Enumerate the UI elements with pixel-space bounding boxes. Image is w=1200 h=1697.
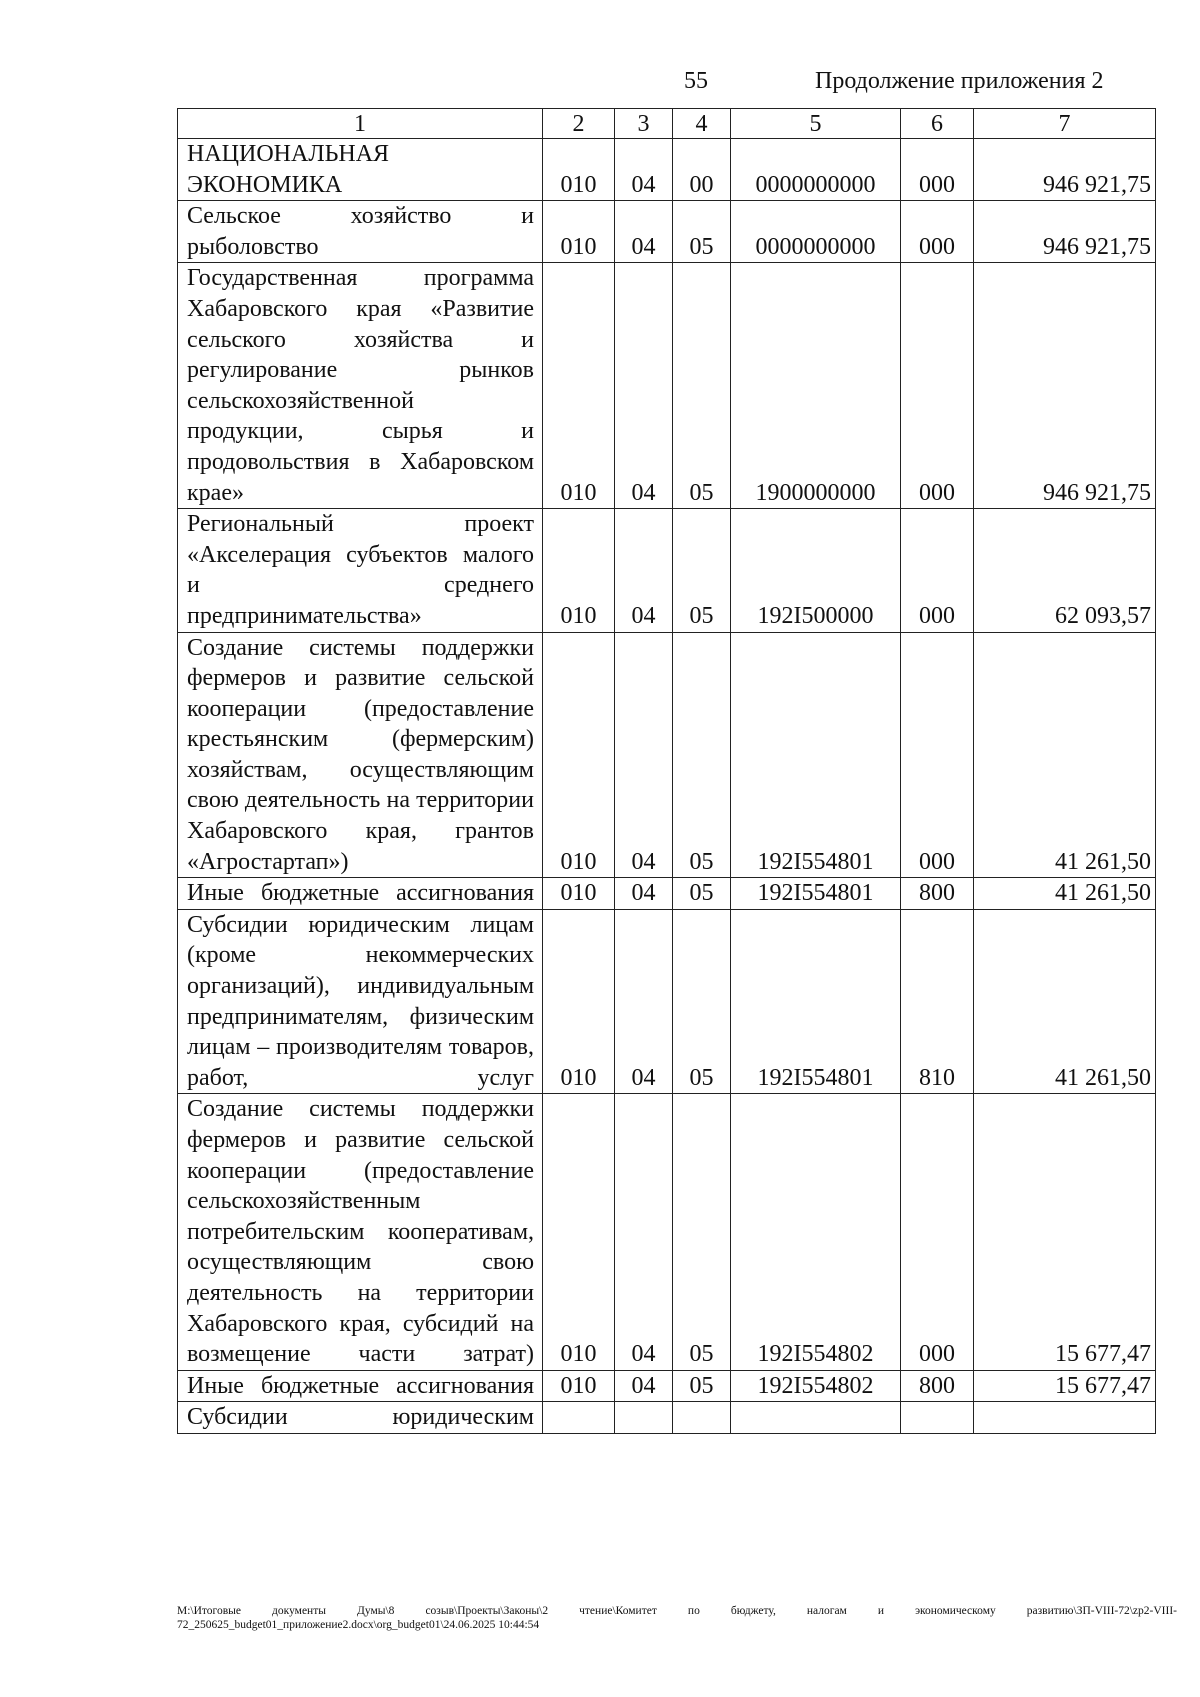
- cell-code-3: 04: [615, 878, 673, 910]
- cell-code-5: 1900000000: [731, 263, 901, 509]
- cell-code-6: 000: [901, 632, 974, 878]
- cell-code-3: 04: [615, 201, 673, 263]
- row-name: Сельское хозяйство и рыболовство: [178, 201, 543, 263]
- column-header: 6: [901, 109, 974, 139]
- cell-code-5: 192I554801: [731, 878, 901, 910]
- page-header: [0, 66, 1200, 100]
- table-row: [178, 632, 1156, 878]
- cell-code-3: 04: [615, 139, 673, 201]
- cell-code-5: 0000000000: [731, 139, 901, 201]
- appendix-continuation-label: Продолжение приложения 2: [815, 68, 1104, 94]
- row-name: НАЦИОНАЛЬНАЯ ЭКОНОМИКА: [178, 139, 543, 201]
- cell-code-5: 192I554802: [731, 1370, 901, 1402]
- table-row: [178, 878, 1156, 910]
- cell-code-2: 010: [543, 139, 615, 201]
- cell-amount: 946 921,75: [974, 263, 1156, 509]
- cell-code-3: 04: [615, 632, 673, 878]
- budget-table: [177, 108, 1156, 1434]
- cell-code-6: 000: [901, 263, 974, 509]
- cell-code-2: 010: [543, 632, 615, 878]
- cell-amount: 41 261,50: [974, 909, 1156, 1094]
- cell-code-6: [901, 1402, 974, 1434]
- table-header-row: [178, 109, 1156, 139]
- cell-code-6: 000: [901, 1094, 974, 1370]
- cell-code-2: 010: [543, 201, 615, 263]
- cell-code-4: 05: [673, 632, 731, 878]
- cell-code-4: 05: [673, 909, 731, 1094]
- table-row: [178, 139, 1156, 201]
- table-row: [178, 509, 1156, 632]
- document-path-footer: M:\Итоговые документы Думы\8 созыв\Проекты\Законы\2 чтение\Комитет по бюджету, налогам и экономическому развитию\ЗП-VIII-72\zp2-VIII-72_250625_budget01_приложение2.docx\org_budget01\24.06.2025 10:44:54: [177, 1605, 1177, 1631]
- cell-code-6: 000: [901, 201, 974, 263]
- cell-code-5: 0000000000: [731, 201, 901, 263]
- row-name: Создание системы поддержки фермеров и развитие сельской кооперации (предоставление крестьянским (фермерским) хозяйствам, осуществляющим свою деятельность на территории Хабаровского края, грантов «Агростартап»): [178, 632, 543, 878]
- cell-code-6: 800: [901, 878, 974, 910]
- cell-amount: 41 261,50: [974, 878, 1156, 910]
- cell-code-4: 05: [673, 263, 731, 509]
- table-row: [178, 201, 1156, 263]
- cell-code-3: [615, 1402, 673, 1434]
- cell-code-3: 04: [615, 509, 673, 632]
- row-name: Региональный проект «Акселерация субъектов малого и среднего предпринимательства»: [178, 509, 543, 632]
- column-header: 2: [543, 109, 615, 139]
- cell-code-5: 192I500000: [731, 509, 901, 632]
- cell-code-6: 000: [901, 139, 974, 201]
- column-header: 7: [974, 109, 1156, 139]
- cell-code-3: 04: [615, 263, 673, 509]
- cell-code-4: 05: [673, 201, 731, 263]
- table-row: [178, 263, 1156, 509]
- table-row: [178, 1094, 1156, 1370]
- cell-code-5: 192I554802: [731, 1094, 901, 1370]
- cell-code-4: 05: [673, 1094, 731, 1370]
- column-header: 3: [615, 109, 673, 139]
- cell-code-5: 192I554801: [731, 909, 901, 1094]
- cell-amount: 15 677,47: [974, 1370, 1156, 1402]
- cell-code-3: 04: [615, 1370, 673, 1402]
- cell-code-4: 00: [673, 139, 731, 201]
- column-header: 5: [731, 109, 901, 139]
- column-header: 1: [178, 109, 543, 139]
- cell-code-4: 05: [673, 878, 731, 910]
- row-name: Иные бюджетные ассигнования: [178, 878, 543, 910]
- cell-amount: 62 093,57: [974, 509, 1156, 632]
- row-name: Государственная программа Хабаровского края «Развитие сельского хозяйства и регулирование рынков сельскохозяйственной продукции, сырья и продовольствия в Хабаровском крае»: [178, 263, 543, 509]
- cell-code-2: 010: [543, 909, 615, 1094]
- cell-amount: [974, 1402, 1156, 1434]
- cell-code-5: 192I554801: [731, 632, 901, 878]
- row-name: Субсидии юридическим: [178, 1402, 543, 1434]
- cell-amount: 946 921,75: [974, 201, 1156, 263]
- cell-code-3: 04: [615, 1094, 673, 1370]
- row-name: Субсидии юридическим лицам (кроме некоммерческих организаций), индивидуальным предпринимателям, физическим лицам – производителям товаров, работ, услуг: [178, 909, 543, 1094]
- cell-code-5: [731, 1402, 901, 1434]
- table-row: [178, 1370, 1156, 1402]
- cell-code-2: 010: [543, 878, 615, 910]
- cell-code-2: 010: [543, 509, 615, 632]
- cell-amount: 41 261,50: [974, 632, 1156, 878]
- cell-code-4: 05: [673, 509, 731, 632]
- cell-code-2: 010: [543, 263, 615, 509]
- page-number: 55: [684, 68, 708, 94]
- cell-amount: 946 921,75: [974, 139, 1156, 201]
- cell-code-6: 800: [901, 1370, 974, 1402]
- cell-code-4: 05: [673, 1370, 731, 1402]
- cell-code-6: 810: [901, 909, 974, 1094]
- cell-code-4: [673, 1402, 731, 1434]
- column-header: 4: [673, 109, 731, 139]
- table-row: [178, 1402, 1156, 1434]
- table-row: [178, 909, 1156, 1094]
- row-name: Иные бюджетные ассигнования: [178, 1370, 543, 1402]
- cell-code-2: [543, 1402, 615, 1434]
- cell-code-2: 010: [543, 1094, 615, 1370]
- cell-amount: 15 677,47: [974, 1094, 1156, 1370]
- cell-code-3: 04: [615, 909, 673, 1094]
- cell-code-6: 000: [901, 509, 974, 632]
- row-name: Создание системы поддержки фермеров и развитие сельской кооперации (предоставление сельскохозяйственным потребительским кооперативам, осуществляющим свою деятельность на территории Хабаровского края, субсидий на возмещение части затрат): [178, 1094, 543, 1370]
- cell-code-2: 010: [543, 1370, 615, 1402]
